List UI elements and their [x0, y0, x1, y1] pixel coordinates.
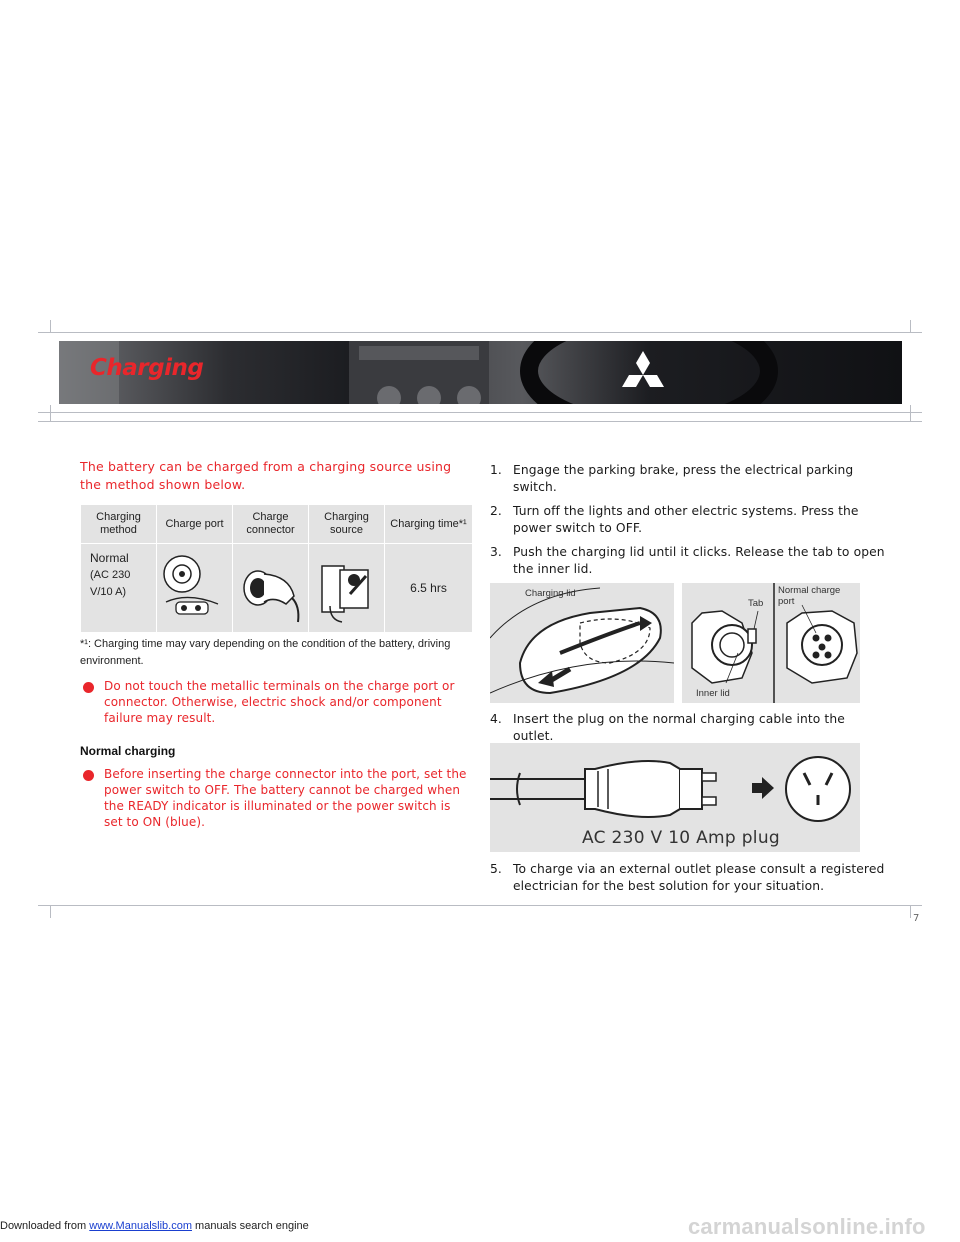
- table-cell-connector: [233, 544, 308, 632]
- warning-2-text: Before inserting the charge connector into the port, set the power switch to OFF. The battery cannot be charged when the READY indicator is illuminated or the power switch is set to ON (blue).: [104, 767, 467, 829]
- table-header-time: Charging time*¹: [385, 505, 472, 543]
- charging-lid-figure: [490, 583, 674, 703]
- charging-lid-illustration: [490, 583, 674, 703]
- warning-2: [80, 766, 470, 832]
- step-text: Push the charging lid until it clicks. Release the tab to open the inner lid.: [513, 545, 885, 576]
- frame-line-right: [910, 405, 911, 421]
- table-cell-source: [309, 544, 384, 632]
- mitsubishi-logo: [617, 349, 669, 394]
- watermark: carmanualsonline.info: [688, 1214, 926, 1239]
- banner-prefix: Downloaded from: [0, 1220, 90, 1232]
- charge-port-illustration: [158, 546, 229, 628]
- method-line1: Normal: [90, 551, 129, 565]
- frame-line-bottom: [38, 905, 922, 906]
- step-text: Insert the plug on the normal charging cable into the outlet.: [513, 712, 845, 743]
- tab-label: Tab: [748, 598, 764, 609]
- table-cell-time: 6.5 hrs: [385, 544, 472, 632]
- warning-1: [80, 678, 470, 728]
- normal-charging-heading: Normal charging: [80, 744, 176, 758]
- charging-lid-label: Charging lid: [525, 588, 576, 599]
- frame-line-right-bottom: [910, 905, 911, 918]
- manualslib-link[interactable]: www.Manualslib.com: [89, 1220, 192, 1232]
- table-cell-method: [81, 544, 156, 632]
- footnote: *¹: Charging time may vary depending on the condition of the battery, driving environment.: [80, 638, 451, 667]
- step-number: 3.: [490, 545, 502, 559]
- section-header-banner: [59, 341, 902, 404]
- warning-bullet-icon: [83, 682, 94, 693]
- step-text: Turn off the lights and other electric systems. Press the power switch to OFF.: [513, 504, 859, 535]
- table-header-source: Charging source: [309, 505, 384, 543]
- inner-lid-label: Inner lid: [696, 688, 730, 699]
- method-line2: (AC 230 V/10 A): [90, 569, 131, 598]
- intro-text: The battery can be charged from a charging source using the method shown below.: [80, 459, 452, 492]
- plug-caption: AC 230 V 10 Amp plug: [582, 828, 780, 848]
- banner-suffix: manuals search engine: [191, 1220, 309, 1232]
- charge-connector-illustration: [234, 546, 305, 628]
- normal-charge-port-label: Normal charge port: [778, 585, 841, 607]
- warning-bullet-icon: [83, 770, 94, 781]
- step-number: 2.: [490, 504, 502, 518]
- table-header-port: Charge port: [157, 505, 232, 543]
- step-number: 1.: [490, 463, 502, 477]
- table-header-method: Charging method: [81, 505, 156, 543]
- step-number: 5.: [490, 862, 502, 876]
- crop-line-top-left-v: [50, 320, 51, 332]
- frame-line-header-bottom: [38, 412, 922, 413]
- charging-source-illustration: [310, 546, 381, 628]
- step-number: 4.: [490, 712, 502, 726]
- charge-port-figure: [682, 583, 860, 703]
- frame-line-content-top: [38, 421, 922, 422]
- page-title: Charging: [90, 355, 204, 381]
- warning-1-text: Do not touch the metallic terminals on the charge port or connector. Otherwise, electric shock and/or component failure may result.: [104, 679, 455, 725]
- table-header-connector: Charge connector: [233, 505, 308, 543]
- frame-line-left: [50, 405, 51, 421]
- page-number: 7: [913, 913, 920, 924]
- charging-table: [80, 504, 473, 633]
- table-cell-port: [157, 544, 232, 632]
- frame-line-left-bottom: [50, 905, 51, 918]
- step-text: To charge via an external outlet please consult a registered electrician for the best solution for your situation.: [513, 862, 885, 893]
- download-banner: [0, 1220, 309, 1232]
- table-header-row: [81, 505, 472, 543]
- table-row: [81, 544, 472, 632]
- crop-line-top-right-v: [910, 320, 911, 332]
- step-text: Engage the parking brake, press the electrical parking switch.: [513, 463, 854, 494]
- frame-line-top: [38, 332, 922, 333]
